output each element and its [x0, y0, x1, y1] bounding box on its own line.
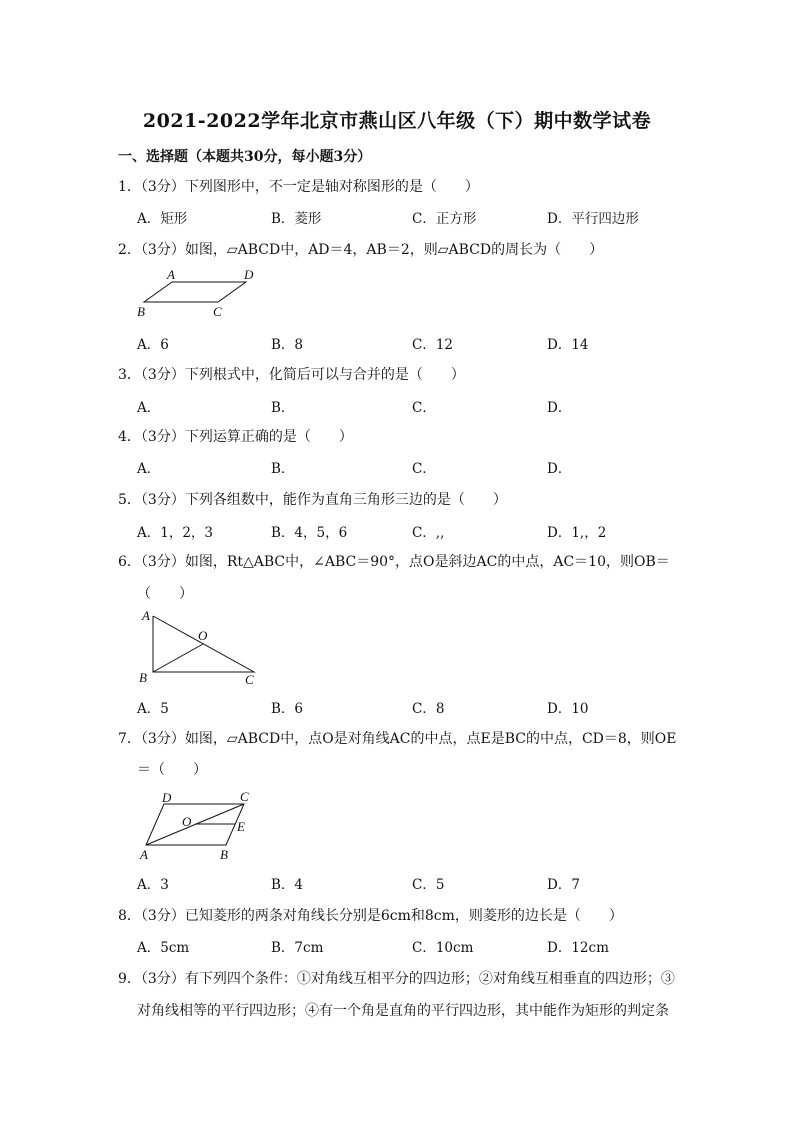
option-d: D．7	[547, 877, 580, 893]
label-a: A	[167, 267, 175, 282]
question-number: 7．	[118, 731, 141, 747]
label-c: C	[240, 789, 249, 804]
option-b: B．	[271, 461, 295, 477]
triangle-figure-q6	[134, 606, 264, 690]
label-b: B	[137, 304, 145, 319]
option-a: A．6	[137, 337, 169, 353]
option-a: A．1，2，3	[137, 525, 214, 541]
question-3	[118, 364, 465, 384]
option-b: B．7cm	[271, 940, 324, 956]
median-ob	[153, 644, 203, 672]
question-text: （3分）如图，▱ABCD中，AD＝4，AB＝2，则▱ABCD的周长为（ ）	[140, 242, 604, 258]
question-text: （3分）下列运算正确的是（ ）	[140, 429, 353, 445]
option-d: D．12cm	[547, 940, 609, 956]
option-a: A．	[137, 461, 161, 477]
question-6	[118, 551, 670, 571]
label-a: A	[142, 608, 150, 623]
section-heading: 一、选择题（本题共30分，每小题3分）	[118, 149, 372, 165]
label-d: D	[244, 267, 254, 282]
option-b: B．4，5，6	[271, 525, 348, 541]
question-number: 1．	[118, 179, 141, 195]
question-number: 8．	[118, 908, 141, 924]
option-b: B．8	[271, 337, 304, 353]
question-text: （3分）下列各组数中，能作为直角三角形三边的是（ ）	[140, 492, 507, 508]
label-o: O	[182, 814, 192, 829]
option-c: C．10cm	[412, 940, 474, 956]
option-a: A．5cm	[137, 940, 190, 956]
question-8	[118, 905, 623, 925]
question-number: 9．	[118, 971, 141, 987]
question-text: （3分）有下列四个条件：①对角线互相平分的四边形；②对角线互相垂直的四边形；③	[140, 971, 675, 987]
label-b: B	[220, 847, 228, 862]
question-number: 6．	[118, 554, 141, 570]
option-d: D．平行四边形	[547, 211, 639, 227]
option-a: A．5	[137, 701, 169, 717]
option-d: D．10	[547, 701, 589, 717]
question-text: （3分）如图，▱ABCD中，点O是对角线AC的中点，点E是BC的中点，CD＝8，则OE	[140, 731, 677, 747]
option-d: D．	[547, 461, 572, 477]
option-c: C．8	[412, 701, 445, 717]
label-a: A	[140, 847, 148, 862]
question-text: （3分）下列根式中，化简后可以与合并的是（ ）	[140, 367, 465, 383]
question-9	[118, 968, 675, 988]
question-number: 2．	[118, 242, 141, 258]
question-5	[118, 489, 507, 509]
question-text: （3分）如图，Rt△ABC中，∠ABC＝90°，点O是斜边AC的中点，AC＝10，则OB＝	[140, 554, 670, 570]
question-9-continued: 对角线相等的平行四边形；④有一个角是直角的平行四边形，其中能作为矩形的判定条	[137, 1003, 669, 1019]
option-d: D．14	[547, 337, 589, 353]
parallelogram-figure-q2	[130, 266, 270, 322]
label-c: C	[245, 672, 254, 687]
option-a: A．	[137, 400, 161, 416]
question-4	[118, 426, 353, 446]
question-text: （3分）已知菱形的两条对角线长分别是6cm和8cm，则菱形的边长是（ ）	[140, 908, 623, 924]
question-1	[118, 176, 479, 196]
label-e: E	[237, 819, 245, 834]
question-2	[118, 239, 603, 259]
parallelogram-figure-q7	[134, 786, 264, 862]
option-a: A．矩形	[137, 211, 188, 227]
label-o: O	[198, 628, 208, 643]
option-c: C．12	[412, 337, 454, 353]
label-b: B	[139, 670, 147, 685]
question-number: 5．	[118, 492, 141, 508]
option-b: B．6	[271, 701, 304, 717]
question-6-continued: （ ）	[137, 586, 193, 602]
question-number: 3．	[118, 367, 141, 383]
question-7-continued: ＝（ ）	[137, 762, 207, 778]
label-d: D	[162, 790, 172, 805]
option-d: D．1,，2	[547, 525, 607, 541]
option-c: C．正方形	[412, 211, 477, 227]
question-7	[118, 728, 677, 748]
option-c: C．	[412, 461, 436, 477]
option-c: C．	[412, 400, 436, 416]
question-number: 4．	[118, 429, 141, 445]
page-title: 2021-2022学年北京市燕山区八年级（下）期中数学试卷	[142, 110, 652, 132]
label-c: C	[213, 304, 222, 319]
parallelogram-abcd	[144, 282, 246, 302]
option-c: C．,,	[412, 525, 445, 541]
question-text: （3分）下列图形中，不一定是轴对称图形的是（ ）	[140, 179, 479, 195]
option-b: B．4	[271, 877, 304, 893]
option-c: C．5	[412, 877, 445, 893]
option-b: B．	[271, 400, 295, 416]
option-a: A．3	[137, 877, 169, 893]
option-b: B．菱形	[271, 211, 322, 227]
option-d: D．	[547, 400, 572, 416]
